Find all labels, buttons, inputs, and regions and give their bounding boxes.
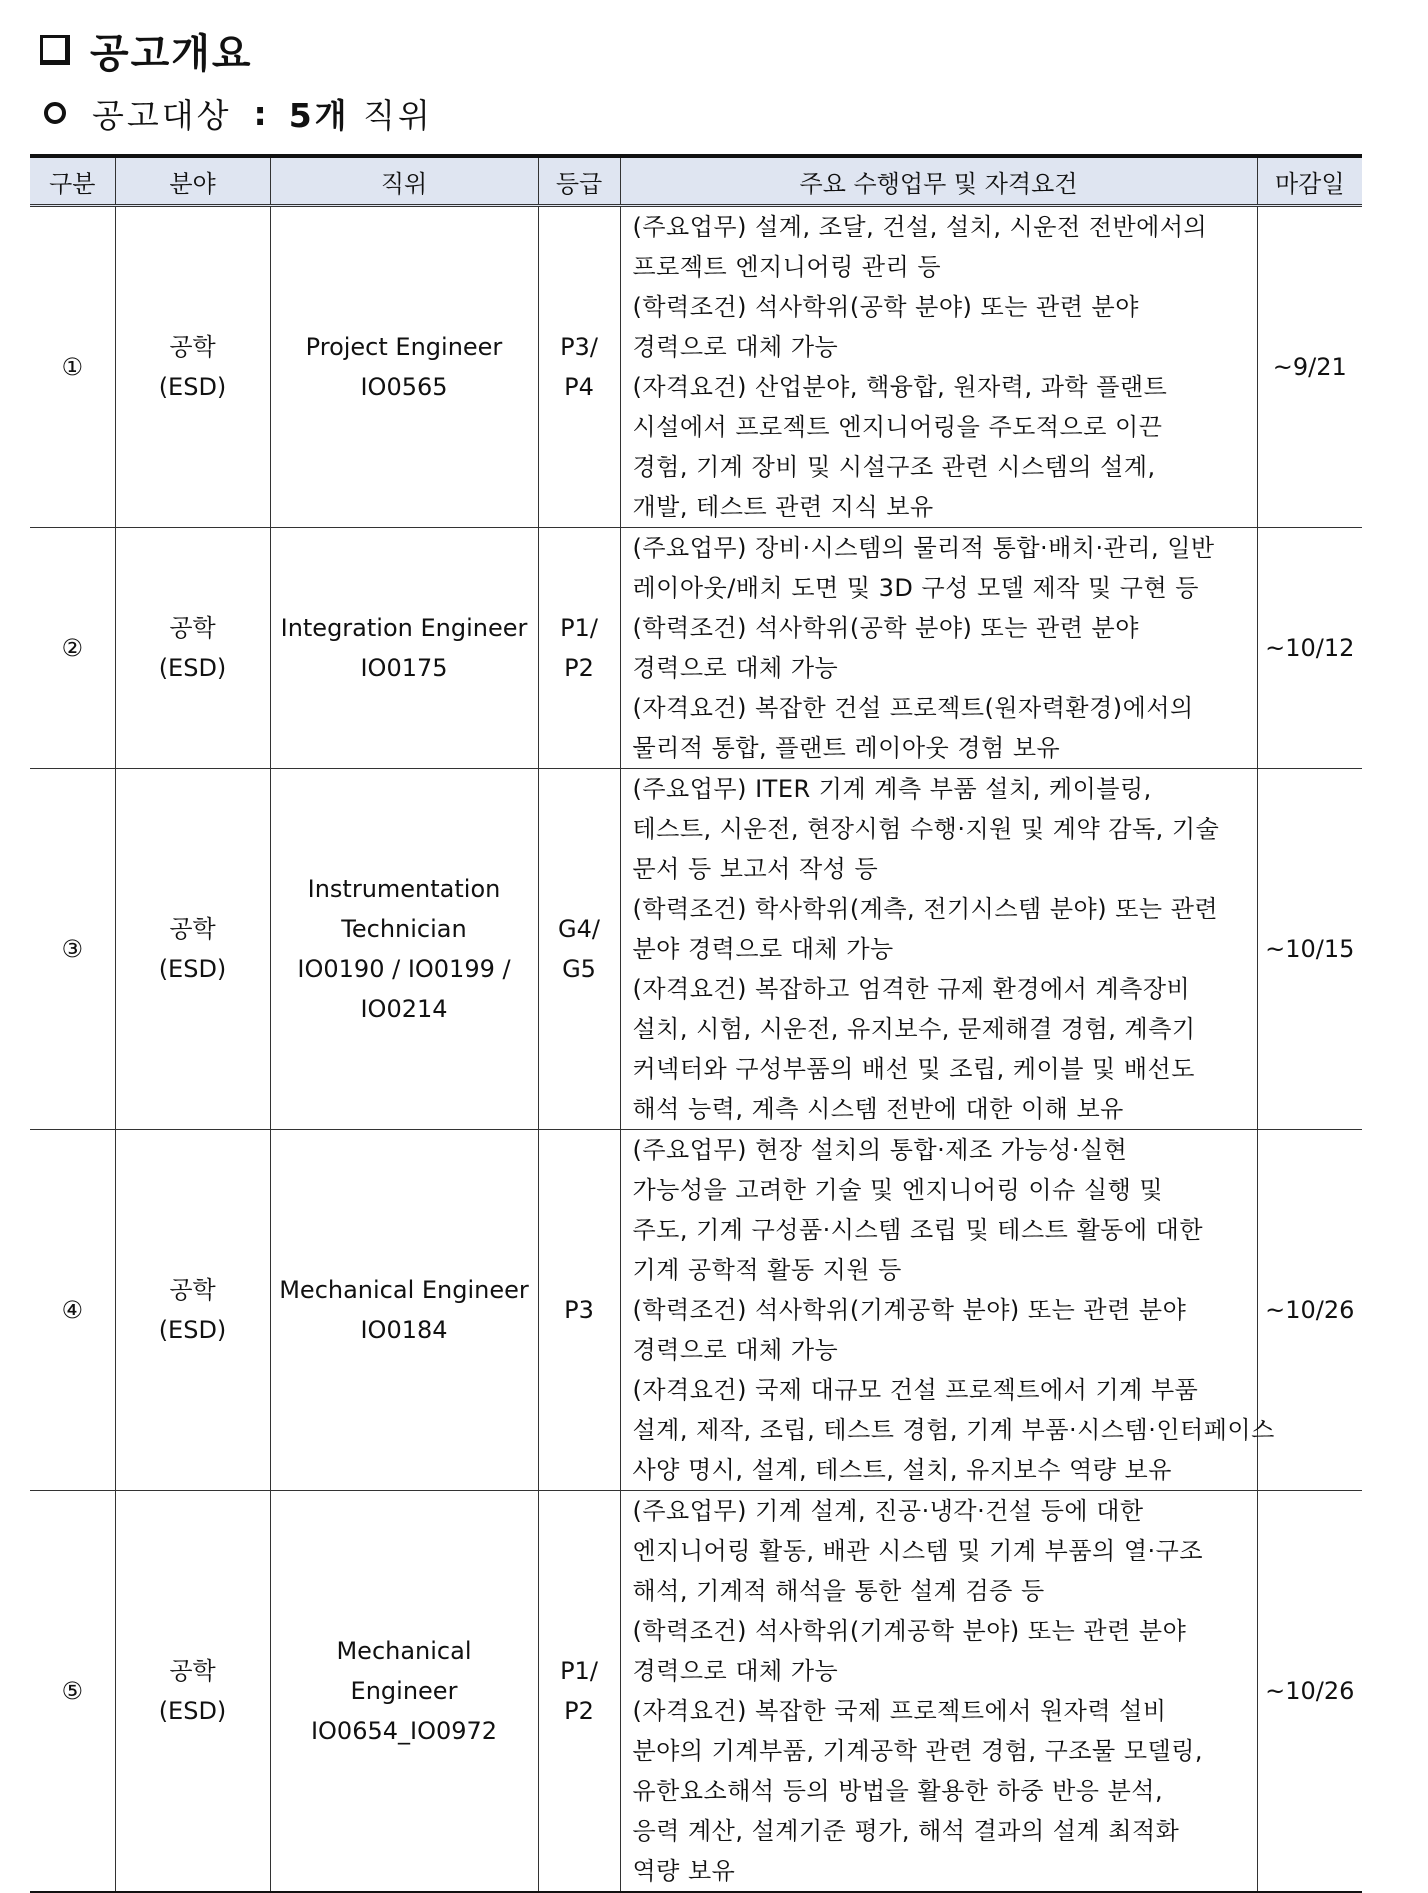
duty-line: 개발, 테스트 관련 지식 보유 xyxy=(632,493,934,521)
target-unit: 직위 xyxy=(363,95,433,135)
grade-line: G5 xyxy=(562,955,596,983)
duty-line: (주요업무) 현장 설치의 통합·제조 가능성·실현 xyxy=(632,1136,1128,1164)
row-number xyxy=(30,206,115,528)
table-row xyxy=(30,769,1362,1130)
target-count: 5개 xyxy=(288,95,350,135)
position-line: IO0214 xyxy=(360,995,448,1023)
row-number xyxy=(30,1491,115,1893)
duty-line: (자격요건) 복잡하고 엄격한 규제 환경에서 계측장비 xyxy=(632,975,1191,1003)
deadline-text: ~10/15 xyxy=(1265,935,1355,963)
table-row xyxy=(30,1491,1362,1893)
field-cell xyxy=(115,528,270,769)
duty-line: (학력조건) 석사학위(기계공학 분야) 또는 관련 분야 xyxy=(632,1617,1187,1645)
target-summary xyxy=(44,88,433,138)
field-line: (ESD) xyxy=(158,373,227,401)
duty-line: 설치, 시험, 시운전, 유지보수, 문제해결 경험, 계측기 xyxy=(632,1015,1196,1043)
position-line: Engineer xyxy=(350,1677,458,1705)
field-line: (ESD) xyxy=(158,654,227,682)
row-number-text: ⑤ xyxy=(61,1677,83,1705)
row-number xyxy=(30,769,115,1130)
position-line: Technician xyxy=(341,915,467,943)
deadline-cell xyxy=(1257,1491,1362,1893)
position-line: IO0190 / IO0199 / xyxy=(297,955,511,983)
duties-cell xyxy=(620,1130,1275,1491)
field-line: (ESD) xyxy=(158,1316,227,1344)
duty-line: 분야의 기계부품, 기계공학 관련 경험, 구조물 모델링, xyxy=(632,1737,1204,1765)
duty-line: (학력조건) 석사학위(기계공학 분야) 또는 관련 분야 xyxy=(632,1296,1187,1324)
position-line: IO0654_IO0972 xyxy=(310,1717,498,1745)
position-line: IO0184 xyxy=(360,1316,448,1344)
table-row xyxy=(30,206,1362,528)
field-line: 공학 xyxy=(169,1276,216,1304)
grade-line: P2 xyxy=(564,654,594,682)
duty-line: (주요업무) 기계 설계, 진공·냉각·건설 등에 대한 xyxy=(632,1497,1144,1525)
row-number xyxy=(30,528,115,769)
duty-line: 경력으로 대체 가능 xyxy=(632,333,839,361)
position-cell xyxy=(270,528,538,769)
duty-line: 경력으로 대체 가능 xyxy=(632,1657,839,1685)
table-header-row xyxy=(30,156,1362,206)
duty-line: 프로젝트 엔지니어링 관리 등 xyxy=(632,253,942,281)
deadline-text: ~10/26 xyxy=(1265,1677,1355,1705)
field-cell xyxy=(115,1491,270,1893)
grade-line: P4 xyxy=(564,373,594,401)
duty-line: (학력조건) 석사학위(공학 분야) 또는 관련 분야 xyxy=(632,614,1139,642)
duty-line: (주요업무) ITER 기계 계측 부품 설치, 케이블링, xyxy=(632,775,1152,803)
circle-bullet-icon xyxy=(44,102,66,124)
duty-line: 유한요소해석 등의 방법을 활용한 하중 반응 분석, xyxy=(632,1777,1164,1805)
duty-line: 경험, 기계 장비 및 시설구조 관련 시스템의 설계, xyxy=(632,453,1156,481)
column-header-no: 구분 xyxy=(30,156,115,206)
grade-cell xyxy=(538,206,620,528)
field-cell xyxy=(115,1130,270,1491)
duty-line: 문서 등 보고서 작성 등 xyxy=(632,855,879,883)
field-line: 공학 xyxy=(169,333,216,361)
row-number-text: ③ xyxy=(61,935,83,963)
grade-line: P1/ xyxy=(560,614,598,642)
position-cell xyxy=(270,1491,538,1893)
duty-line: (학력조건) 석사학위(공학 분야) 또는 관련 분야 xyxy=(632,293,1139,321)
positions-table xyxy=(30,154,1362,1893)
target-label: 공고대상 xyxy=(92,95,232,135)
duty-line: 경력으로 대체 가능 xyxy=(632,1336,839,1364)
duties-cell xyxy=(620,1491,1257,1893)
position-line: Project Engineer xyxy=(305,333,503,361)
section-title: 공고개요 xyxy=(90,30,253,77)
duty-line: 기계 공학적 활동 지원 등 xyxy=(632,1256,902,1284)
field-cell xyxy=(115,769,270,1130)
section-heading xyxy=(40,20,253,80)
deadline-cell xyxy=(1257,206,1362,528)
deadline-text: ~10/12 xyxy=(1265,634,1355,662)
duty-line: (자격요건) 국제 대규모 건설 프로젝트에서 기계 부품 xyxy=(632,1376,1199,1404)
duty-line: 경력으로 대체 가능 xyxy=(632,654,839,682)
row-number-text: ① xyxy=(61,353,83,381)
duty-line: 레이아웃/배치 도면 및 3D 구성 모델 제작 및 구현 등 xyxy=(632,574,1199,602)
field-line: 공학 xyxy=(169,915,216,943)
duty-line: 사양 명시, 설계, 테스트, 설치, 유지보수 역량 보유 xyxy=(632,1456,1172,1484)
position-line: Mechanical Engineer xyxy=(279,1276,529,1304)
target-value xyxy=(289,90,433,137)
duty-line: 해석, 기계적 해석을 통한 설계 검증 등 xyxy=(632,1577,1045,1605)
grade-cell xyxy=(538,1130,620,1491)
duty-line: (주요업무) 설계, 조달, 건설, 설치, 시운전 전반에서의 xyxy=(632,213,1208,241)
duty-line: (자격요건) 산업분야, 핵융합, 원자력, 과학 플랜트 xyxy=(632,373,1168,401)
table-row xyxy=(30,528,1362,769)
column-header-deadline: 마감일 xyxy=(1257,156,1362,206)
field-line: 공학 xyxy=(169,614,216,642)
position-cell xyxy=(270,1130,538,1491)
column-header-position: 직위 xyxy=(270,156,538,206)
duty-line: 응력 계산, 설계기준 평가, 해석 결과의 설계 최적화 xyxy=(632,1817,1180,1845)
duty-line: 주도, 기계 구성품·시스템 조립 및 테스트 활동에 대한 xyxy=(632,1216,1204,1244)
grade-line: P3 xyxy=(564,1296,594,1324)
duties-cell xyxy=(620,528,1257,769)
table-body xyxy=(30,206,1362,1893)
duty-line: 설계, 제작, 조립, 테스트 경험, 기계 부품·시스템·인터페이스 xyxy=(632,1416,1275,1444)
position-line: Integration Engineer xyxy=(280,614,528,642)
grade-cell xyxy=(538,528,620,769)
duty-line: (학력조건) 학사학위(계측, 전기시스템 분야) 또는 관련 xyxy=(632,895,1219,923)
field-line: (ESD) xyxy=(158,1697,227,1725)
grade-line: P3/ xyxy=(560,333,598,361)
duty-line: 물리적 통합, 플랜트 레이아웃 경험 보유 xyxy=(632,734,1061,762)
column-header-grade: 등급 xyxy=(538,156,620,206)
position-line: IO0565 xyxy=(360,373,448,401)
deadline-cell xyxy=(1257,769,1362,1130)
duty-line: 해석 능력, 계측 시스템 전반에 대한 이해 보유 xyxy=(632,1095,1124,1123)
grade-cell xyxy=(538,1491,620,1893)
grade-line: G4/ xyxy=(558,915,600,943)
field-cell xyxy=(115,206,270,528)
duty-line: 테스트, 시운전, 현장시험 수행·지원 및 계약 감독, 기술 xyxy=(632,815,1220,843)
position-cell xyxy=(270,769,538,1130)
deadline-text: ~10/26 xyxy=(1265,1296,1355,1324)
duties-cell xyxy=(620,206,1257,528)
position-line: Mechanical xyxy=(336,1637,472,1665)
duty-line: 가능성을 고려한 기술 및 엔지니어링 이슈 실행 및 xyxy=(632,1176,1164,1204)
grade-line: P2 xyxy=(564,1697,594,1725)
duties-cell xyxy=(620,769,1257,1130)
grade-cell xyxy=(538,769,620,1130)
duty-line: 분야 경력으로 대체 가능 xyxy=(632,935,894,963)
duty-line: 커넥터와 구성부품의 배선 및 조립, 케이블 및 배선도 xyxy=(632,1055,1195,1083)
grade-line: P1/ xyxy=(560,1657,598,1685)
row-number xyxy=(30,1130,115,1491)
target-colon: : xyxy=(253,93,267,133)
duty-line: (자격요건) 복잡한 건설 프로젝트(원자력환경)에서의 xyxy=(632,694,1194,722)
duty-line: (주요업무) 장비·시스템의 물리적 통합·배치·관리, 일반 xyxy=(632,534,1215,562)
position-line: IO0175 xyxy=(360,654,448,682)
duty-line: 시설에서 프로젝트 엔지니어링을 주도적으로 이끈 xyxy=(632,413,1163,441)
duty-line: (자격요건) 복잡한 국제 프로젝트에서 원자력 설비 xyxy=(632,1697,1167,1725)
row-number-text: ④ xyxy=(61,1296,83,1324)
table-row xyxy=(30,1130,1362,1491)
deadline-text: ~9/21 xyxy=(1272,353,1347,381)
row-number-text: ② xyxy=(61,634,83,662)
field-line: (ESD) xyxy=(158,955,227,983)
duty-line: 역량 보유 xyxy=(632,1857,736,1885)
deadline-cell xyxy=(1257,528,1362,769)
column-header-duties: 주요 수행업무 및 자격요건 xyxy=(620,156,1257,206)
position-cell xyxy=(270,206,538,528)
field-line: 공학 xyxy=(169,1657,216,1685)
duty-line: 엔지니어링 활동, 배관 시스템 및 기계 부품의 열·구조 xyxy=(632,1537,1204,1565)
column-header-field: 분야 xyxy=(115,156,270,206)
square-bullet-icon xyxy=(40,35,70,65)
position-line: Instrumentation xyxy=(307,875,501,903)
